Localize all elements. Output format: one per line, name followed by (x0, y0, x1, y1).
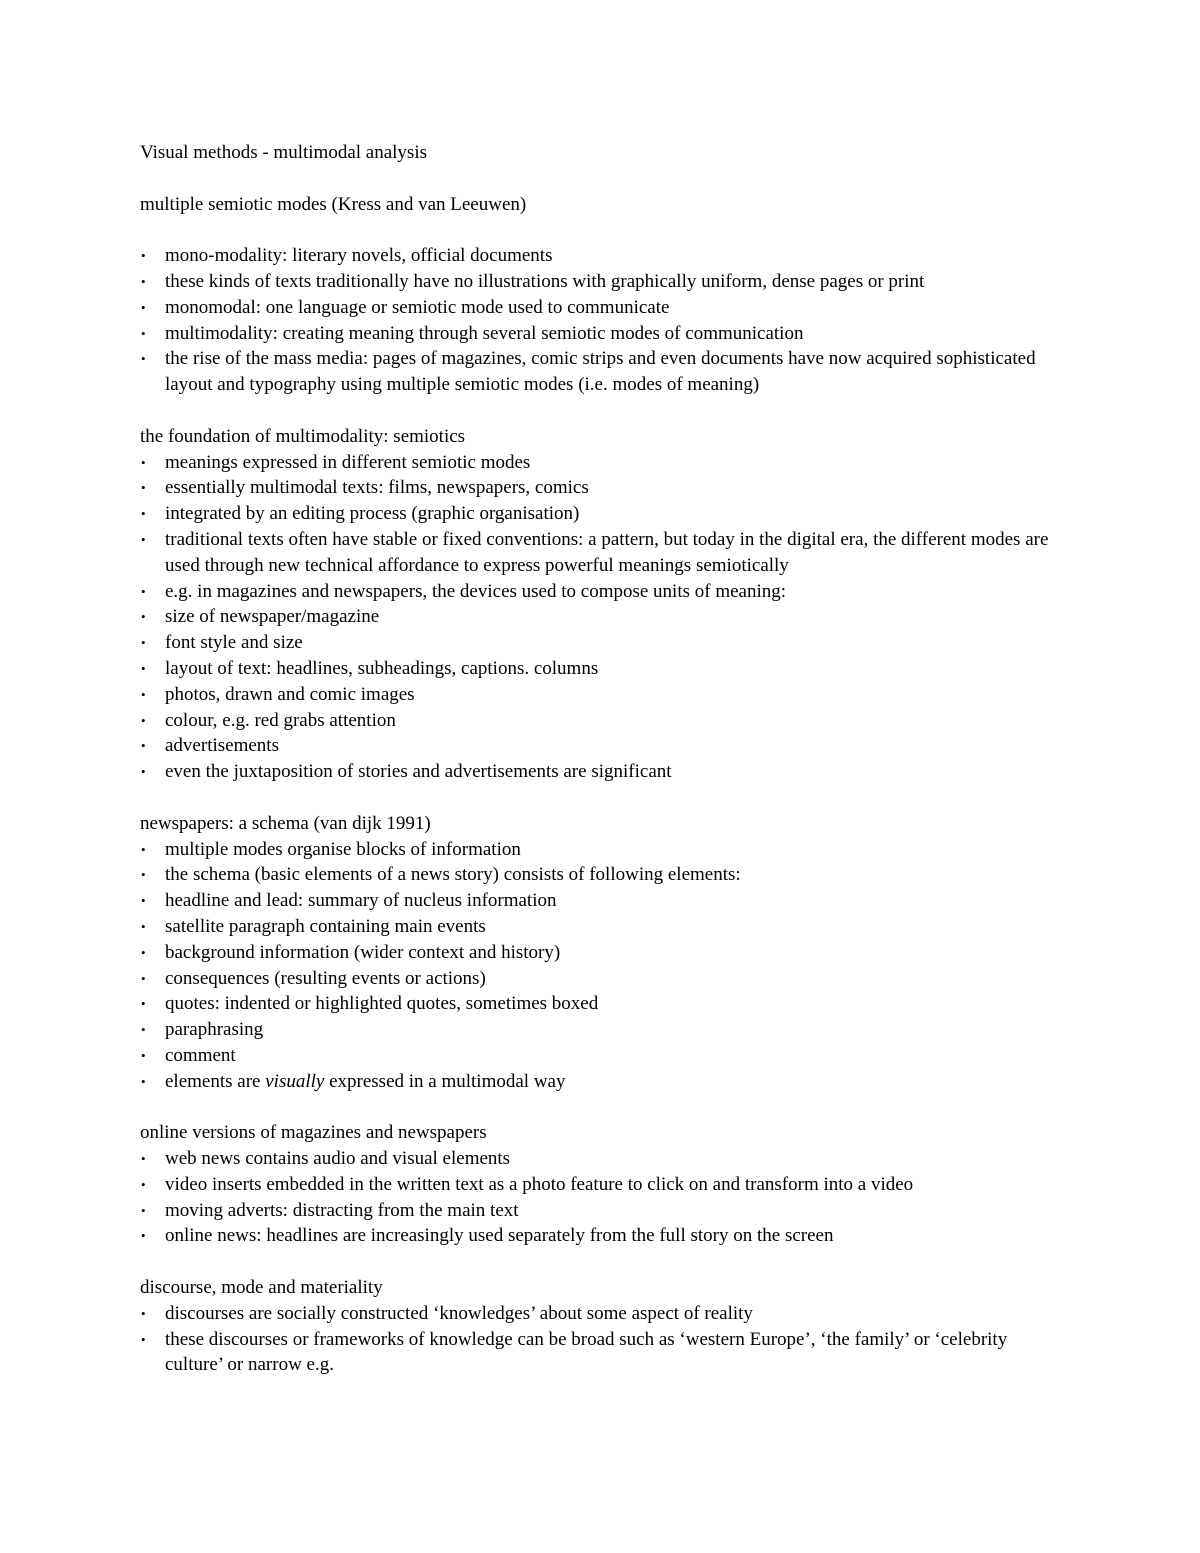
bullet-icon: • (141, 531, 146, 547)
bullet-icon: • (141, 1151, 146, 1167)
bullet-icon: • (141, 841, 146, 857)
list-item: • mono-modality: literary novels, official documents (140, 243, 1060, 269)
list-item: • photos, drawn and comic images (140, 682, 1060, 708)
list-item: • background information (wider context and history) (140, 940, 1060, 966)
list-item: • elements are visually expressed in a multimodal way (140, 1069, 1060, 1095)
bullet-icon: • (141, 1047, 146, 1063)
section-heading: newspapers: a schema (van dijk 1991) (140, 812, 431, 834)
list-item: • these discourses or frameworks of knowledge can be broad such as ‘western Europe’, ‘the family’ or ‘celebrity culture’ or narrow e.g. (141, 1328, 1008, 1376)
list-item: • comment (140, 1043, 1060, 1069)
list-item: • the schema (basic elements of a news story) consists of following elements: (140, 862, 1060, 888)
list-item: • discourses are socially constructed ‘knowledges’ about some aspect of reality (140, 1301, 1060, 1327)
bullet-icon: • (141, 738, 146, 754)
bullet-icon: • (141, 1331, 146, 1347)
bullet-icon: • (141, 454, 146, 470)
bullet-icon: • (141, 918, 146, 934)
list-item: • e.g. in magazines and newspapers, the devices used to compose units of meaning: (140, 579, 1060, 605)
bullet-icon: • (141, 944, 146, 960)
section-online-versions (140, 1120, 1060, 1249)
bullet-icon: • (141, 893, 146, 909)
bullet-icon: • (141, 660, 146, 676)
bullet-icon: • (141, 480, 146, 496)
bullet-icon: • (141, 506, 146, 522)
list-item: • multimodality: creating meaning through several semiotic modes of communication (140, 321, 1060, 347)
list-item: • these kinds of texts traditionally have no illustrations with graphically uniform, dense pages or print (140, 269, 1060, 295)
bullet-icon: • (141, 1022, 146, 1038)
bullet-list (140, 1146, 1060, 1249)
bullet-icon: • (141, 325, 146, 341)
list-item: • moving adverts: distracting from the main text (140, 1198, 1060, 1224)
section-semiotic-modes (140, 192, 1060, 398)
list-item: • multiple modes organise blocks of information (140, 837, 1060, 863)
bullet-icon: • (141, 712, 146, 728)
list-item: • online news: headlines are increasingly used separately from the full story on the screen (140, 1223, 1060, 1249)
bullet-list (140, 243, 1060, 398)
section-foundation-semiotics (140, 424, 1060, 785)
list-item: • the rise of the mass media: pages of magazines, comic strips and even documents have now acquired sophisticated layout and typography using multiple semiotic modes (i.e. modes of meaning) (141, 348, 1036, 396)
bullet-icon: • (141, 609, 146, 625)
list-item: • quotes: indented or highlighted quotes, sometimes boxed (140, 991, 1060, 1017)
section-heading: discourse, mode and materiality (140, 1277, 383, 1299)
section-heading: online versions of magazines and newspapers (140, 1122, 487, 1144)
section-discourse-mode (140, 1275, 1060, 1378)
list-item: • advertisements (140, 733, 1060, 759)
list-item: • colour, e.g. red grabs attention (140, 708, 1060, 734)
list-item: • layout of text: headlines, subheadings, captions. columns (140, 656, 1060, 682)
bullet-icon: • (141, 867, 146, 883)
document-title: Visual methods - multimodal analysis (140, 142, 427, 163)
list-item: • integrated by an editing process (graphic organisation) (140, 501, 1060, 527)
section-heading: multiple semiotic modes (Kress and van Leeuwen) (140, 193, 527, 215)
list-item: • consequences (resulting events or actions) (140, 966, 1060, 992)
bullet-icon: • (141, 996, 146, 1012)
bullet-icon: • (141, 1176, 146, 1192)
bullet-icon: • (141, 299, 146, 315)
list-item: • traditional texts often have stable or fixed conventions: a pattern, but today in the digital era, the different modes are used through new technical affordance to express powerful meanings semiotically (141, 528, 1049, 576)
list-item: • font style and size (140, 630, 1060, 656)
list-item: • meanings expressed in different semiotic modes (140, 450, 1060, 476)
bullet-list (140, 1301, 1060, 1378)
list-item: • essentially multimodal texts: films, newspapers, comics (140, 475, 1060, 501)
bullet-icon: • (141, 583, 146, 599)
bullet-icon: • (141, 764, 146, 780)
bullet-icon: • (141, 686, 146, 702)
bullet-icon: • (141, 635, 146, 651)
bullet-icon: • (141, 970, 146, 986)
bullet-icon: • (141, 1202, 146, 1218)
bullet-icon: • (141, 1305, 146, 1321)
list-item: • video inserts embedded in the written text as a photo feature to click on and transform into a video (140, 1172, 1060, 1198)
bullet-icon: • (141, 1073, 146, 1089)
document-page (140, 140, 1060, 1404)
list-item: • paraphrasing (140, 1017, 1060, 1043)
section-newspaper-schema (140, 811, 1060, 1095)
list-item: • monomodal: one language or semiotic mode used to communicate (140, 295, 1060, 321)
list-item: • size of newspaper/magazine (140, 604, 1060, 630)
bullet-icon: • (141, 351, 146, 367)
list-item: • headline and lead: summary of nucleus information (140, 888, 1060, 914)
list-item: • satellite paragraph containing main events (140, 914, 1060, 940)
bullet-icon: • (141, 248, 146, 264)
bullet-list (140, 837, 1060, 1095)
section-heading: the foundation of multimodality: semiotics (140, 425, 466, 447)
emphasis-text: visually (265, 1070, 325, 1092)
bullet-list (140, 450, 1060, 785)
list-item: • web news contains audio and visual elements (140, 1146, 1060, 1172)
bullet-icon: • (141, 273, 146, 289)
bullet-icon: • (141, 1228, 146, 1244)
list-item: • even the juxtaposition of stories and advertisements are significant (140, 759, 1060, 785)
